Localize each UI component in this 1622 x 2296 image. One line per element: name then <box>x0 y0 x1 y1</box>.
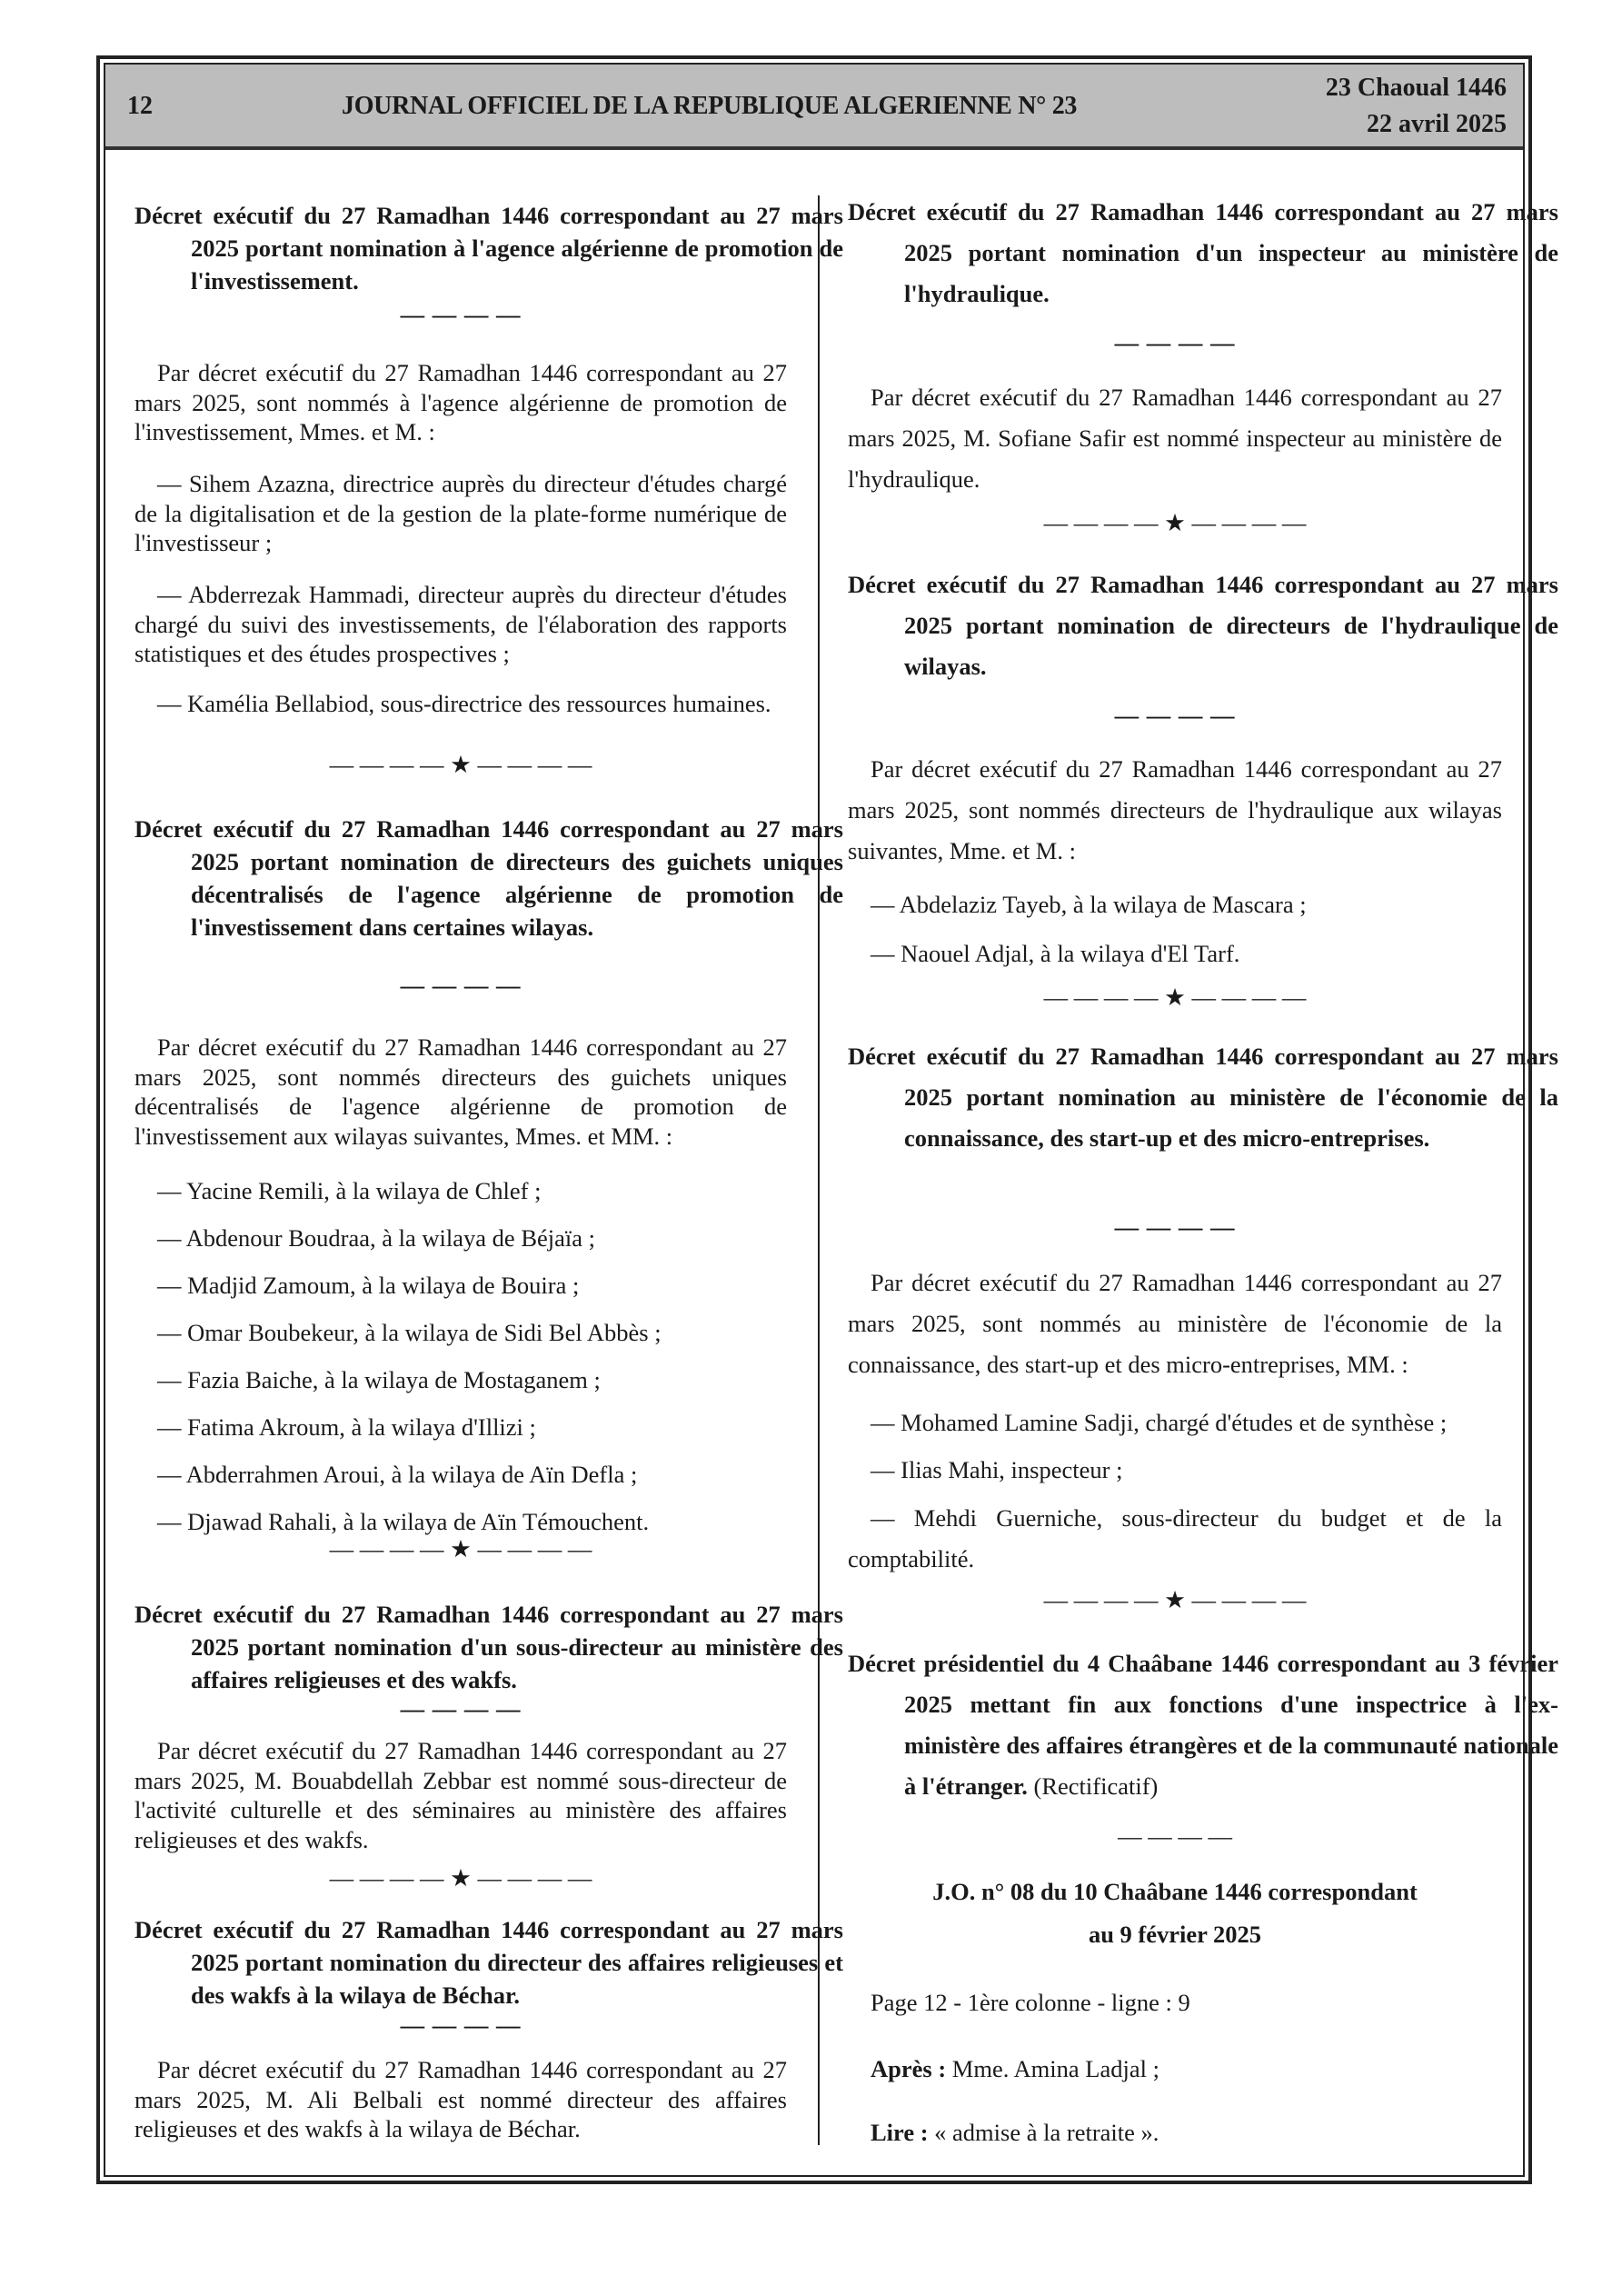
list-item: — Madjid Zamoum, à la wilaya de Bouira ; <box>157 1272 580 1299</box>
list-item: — Djawad Rahali, à la wilaya de Aïn Témouchent. <box>157 1508 650 1535</box>
decree-paragraph: Par décret exécutif du 27 Ramadhan 1446 correspondant au 27 mars 2025, sont nommés directeurs de l'hydraulique aux wilayas suivantes, Mme. et M. : <box>848 755 1502 864</box>
list-item: — Sihem Azazna, directrice auprès du directeur d'études chargé de la digitalisation et de la gestion de la plate-forme numérique de l'investisseur ; <box>134 470 787 556</box>
list-item: — Abderrezak Hammadi, directeur auprès du directeur d'études chargé du suivi des investissements, de l'élaboration des rapports statistiques et des études prospectives ; <box>134 581 787 667</box>
correction-location: Page 12 - 1ère colonne - ligne : 9 <box>871 1989 1190 2016</box>
decree-paragraph: Par décret exécutif du 27 Ramadhan 1446 correspondant au 27 mars 2025, M. Bouabdellah Zebbar est nommé sous-directeur de l'activité culturelle et des séminaires au ministère des affaires religieuses et des wakfs. <box>134 1737 787 1853</box>
list-item: — Kamélia Bellabiod, sous-directrice des ressources humaines. <box>157 690 771 717</box>
issue-date <box>1326 70 1507 143</box>
read-value: « admise à la retraite ». <box>934 2119 1159 2146</box>
decree-heading: Décret exécutif du 27 Ramadhan 1446 correspondant au 27 mars 2025 portant nomination à l'agence algérienne de promotion de l'investissement. <box>134 202 843 294</box>
list-item: — Naouel Adjal, à la wilaya d'El Tarf. <box>871 940 1240 967</box>
rectificatif-note: (Rectificatif) <box>1033 1772 1159 1800</box>
separator: — — — — <box>1114 1213 1236 1241</box>
separator: — — — — <box>400 972 522 999</box>
list-item: — Fatima Akroum, à la wilaya d'Illizi ; <box>157 1413 536 1441</box>
reference-line-1: J.O. n° 08 du 10 Chaâbane 1446 correspondant <box>932 1878 1418 1905</box>
decree-heading: Décret exécutif du 27 Ramadhan 1446 correspondant au 27 mars 2025 portant nomination de directeurs de l'hydraulique de wilayas. <box>848 571 1558 680</box>
list-item: — Mohamed Lamine Sadji, chargé d'études et de synthèse ; <box>871 1409 1448 1436</box>
read-label: Lire : <box>871 2119 929 2146</box>
list-item: — Abderrahmen Aroui, à la wilaya de Aïn Defla ; <box>157 1461 638 1488</box>
journal-title: JOURNAL OFFICIEL DE LA REPUBLIQUE ALGERIENNE N° 23 <box>342 92 1078 120</box>
after-value: Mme. Amina Ladjal ; <box>951 2055 1159 2082</box>
page-number: 12 <box>127 92 153 120</box>
decree-heading: Décret exécutif du 27 Ramadhan 1446 correspondant au 27 mars 2025 portant nomination d'un inspecteur au ministère de l'hydraulique. <box>848 198 1558 307</box>
decree-paragraph: Par décret exécutif du 27 Ramadhan 1446 correspondant au 27 mars 2025, M. Ali Belbali est nommé directeur des affaires religieuses et des wakfs à la wilaya de Béchar. <box>134 2056 787 2142</box>
decree-heading <box>848 1643 1558 1807</box>
list-item: — Ilias Mahi, inspecteur ; <box>871 1456 1123 1483</box>
list-item: — Mehdi Guerniche, sous-directeur du budget et de la comptabilité. <box>848 1504 1502 1572</box>
decree-paragraph: Par décret exécutif du 27 Ramadhan 1446 correspondant au 27 mars 2025, M. Sofiane Safir est nommé inspecteur au ministère de l'hydraulique. <box>848 384 1502 493</box>
star-separator: — — — — ★ — — — — <box>1043 983 1307 1011</box>
decree-heading: Décret exécutif du 27 Ramadhan 1446 correspondant au 27 mars 2025 portant nomination au ministère de l'économie de la connaissance, des start-up et des micro-entreprises. <box>848 1043 1558 1152</box>
decree-paragraph: Par décret exécutif du 27 Ramadhan 1446 correspondant au 27 mars 2025, sont nommés à l'agence algérienne de promotion de l'investissement, Mmes. et M. : <box>134 359 787 445</box>
list-item: — Yacine Remili, à la wilaya de Chlef ; <box>157 1177 542 1204</box>
decree-heading: Décret exécutif du 27 Ramadhan 1446 correspondant au 27 mars 2025 portant nomination du directeur des affaires religieuses et des wakfs à la wilaya de Béchar. <box>134 1916 843 2009</box>
list-item: — Omar Boubekeur, à la wilaya de Sidi Bel Abbès ; <box>157 1319 662 1346</box>
date-hijri: 23 Chaoual 1446 <box>1325 74 1507 102</box>
star-separator: — — — — ★ — — — — <box>1043 509 1307 536</box>
decree-paragraph: Par décret exécutif du 27 Ramadhan 1446 correspondant au 27 mars 2025, sont nommés directeurs des guichets uniques décentralisés de l'agence algérienne de promotion de l'investissement aux wilayas suivantes, Mmes. et MM. : <box>134 1033 787 1150</box>
star-separator: — — — — ★ — — — — <box>329 751 592 778</box>
correction-after <box>848 2049 1525 2090</box>
after-label: Après : <box>871 2055 947 2082</box>
separator: — — — — <box>1118 1822 1232 1850</box>
decree-heading: Décret exécutif du 27 Ramadhan 1446 correspondant au 27 mars 2025 portant nomination d'un sous-directeur au ministère des affaires religieuses et des wakfs. <box>134 1601 843 1693</box>
list-item: — Abdenour Boudraa, à la wilaya de Béjaïa ; <box>157 1224 595 1252</box>
separator: — — — — <box>1114 702 1236 729</box>
date-gregorian: 22 avril 2025 <box>1367 110 1507 138</box>
star-separator: — — — — ★ — — — — <box>329 1864 592 1892</box>
correction-read <box>848 2112 1525 2153</box>
star-separator: — — — — ★ — — — — <box>329 1535 592 1562</box>
decree-paragraph: Par décret exécutif du 27 Ramadhan 1446 correspondant au 27 mars 2025, sont nommés au ministère de l'économie de la connaissance, des start-up et des micro-entreprises, MM. : <box>848 1269 1502 1378</box>
reference-line-2: au 9 février 2025 <box>1088 1921 1262 1948</box>
list-item: — Abdelaziz Tayeb, à la wilaya de Mascara ; <box>871 891 1307 918</box>
column-divider <box>818 195 820 2145</box>
separator: — — — — <box>400 301 522 328</box>
journal-header <box>105 65 1523 150</box>
list-item: — Fazia Baiche, à la wilaya de Mostaganem ; <box>157 1366 601 1393</box>
decree-heading: Décret exécutif du 27 Ramadhan 1446 correspondant au 27 mars 2025 portant nomination de directeurs des guichets uniques décentralisés de l'agence algérienne de promotion de l'investissement dans certaines wilayas. <box>134 815 843 941</box>
star-separator: — — — — ★ — — — — <box>1043 1586 1307 1613</box>
separator: — — — — <box>400 2011 522 2039</box>
separator: — — — — <box>1114 329 1236 356</box>
heading-text: Décret présidentiel du 4 Chaâbane 1446 correspondant au 3 février 2025 mettant fin aux fonctions d'une inspectrice à l'ex-ministère des affaires étrangères et de la communauté nationale à l'étranger. <box>848 1650 1558 1800</box>
separator: — — — — <box>400 1695 522 1722</box>
